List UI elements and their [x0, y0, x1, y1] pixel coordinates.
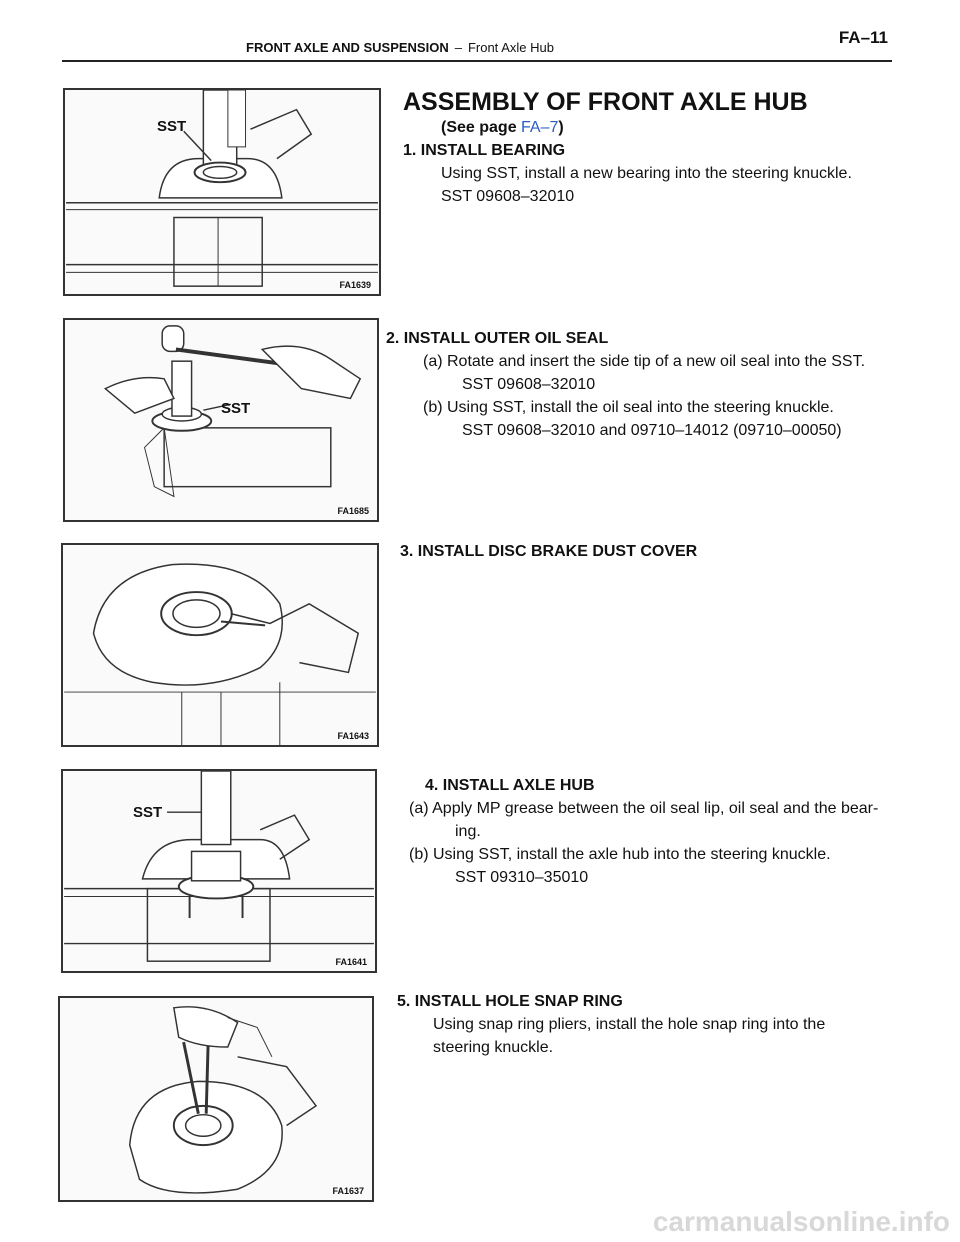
- figure-install-oil-seal: [63, 318, 379, 522]
- step2-a: (a) Rotate and insert the side tip of a new oil seal into the SST.: [423, 353, 866, 370]
- figure-install-snap-ring: [58, 996, 374, 1202]
- axle-hub-illustration: [63, 771, 375, 971]
- step4-heading: 4. INSTALL AXLE HUB: [425, 777, 595, 794]
- see-page-prefix: (See page: [441, 119, 522, 136]
- figure-install-axle-hub: [61, 769, 377, 973]
- figure-install-dust-cover: [61, 543, 379, 747]
- dust-cover-illustration: [63, 545, 377, 745]
- step2-b-sst: SST 09608–32010 and 09710–14012 (09710–00050): [462, 422, 842, 439]
- step1-line: Using SST, install a new bearing into the steering knuckle.: [441, 165, 852, 182]
- figure-code: FA1639: [339, 280, 371, 290]
- page-title: ASSEMBLY OF FRONT AXLE HUB: [403, 88, 808, 116]
- see-page-suffix: ): [558, 119, 564, 136]
- bearing-illustration: [65, 90, 379, 294]
- step5-line2: steering knuckle.: [433, 1039, 554, 1056]
- step2-heading: 2. INSTALL OUTER OIL SEAL: [386, 330, 609, 347]
- header-subsection: Front Axle Hub: [467, 40, 554, 55]
- step5-heading: 5. INSTALL HOLE SNAP RING: [397, 993, 623, 1010]
- header-section-title: FRONT AXLE AND SUSPENSION: [246, 40, 449, 55]
- step5-section: [397, 990, 825, 1059]
- figure-code: FA1637: [332, 1186, 364, 1196]
- page-code: FA–11: [838, 28, 888, 47]
- step1-heading: 1. INSTALL BEARING: [403, 142, 566, 159]
- step1-section: [403, 116, 852, 208]
- figure-code: FA1641: [335, 957, 367, 967]
- step2-a-sst: SST 09608–32010: [462, 376, 596, 393]
- figure-install-bearing: [63, 88, 381, 296]
- step3-section: [400, 540, 697, 563]
- title-section: [403, 87, 808, 117]
- step4-section: [409, 774, 878, 889]
- step4-a: (a) Apply MP grease between the oil seal lip, oil seal and the bear-: [409, 800, 879, 817]
- step2-section: [386, 327, 865, 442]
- step2-b: (b) Using SST, install the oil seal into the steering knuckle.: [423, 399, 834, 416]
- figure-code: FA1643: [337, 731, 369, 741]
- figure-code: FA1685: [337, 506, 369, 516]
- snap-ring-illustration: [60, 998, 372, 1200]
- oil-seal-illustration: [65, 320, 377, 520]
- sst-label: SST: [157, 118, 187, 135]
- sst-label: SST: [221, 400, 251, 417]
- step1-sst: SST 09608–32010: [441, 188, 575, 205]
- step4-b-sst: SST 09310–35010: [455, 869, 589, 886]
- page-header: [62, 26, 892, 62]
- sst-label: SST: [133, 804, 163, 821]
- step4-a-continued: ing.: [455, 823, 481, 840]
- header-separator: –: [454, 40, 462, 55]
- see-page-reference: [403, 116, 852, 139]
- see-page-link[interactable]: FA–7: [521, 119, 559, 136]
- step3-heading: 3. INSTALL DISC BRAKE DUST COVER: [400, 543, 698, 560]
- header-rule: [62, 60, 892, 62]
- header-section: [246, 40, 554, 55]
- watermark: carmanualsonline.info: [652, 1206, 950, 1237]
- step4-b: (b) Using SST, install the axle hub into the steering knuckle.: [409, 846, 831, 863]
- step5-line1: Using snap ring pliers, install the hole snap ring into the: [433, 1016, 826, 1033]
